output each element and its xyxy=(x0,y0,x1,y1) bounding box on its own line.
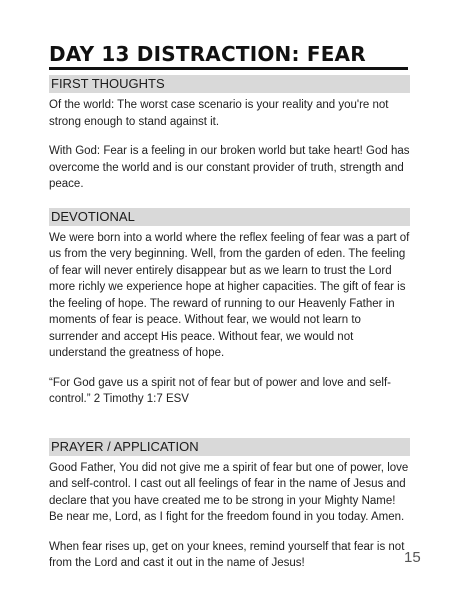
application-paragraph: When fear rises up, get on your knees, remind yourself that fear is not from the Lord and cast it out in the name of Jesus! xyxy=(49,540,405,569)
section-heading-devotional: DEVOTIONAL xyxy=(49,208,410,226)
first-thoughts-god-paragraph: With God: Fear is a feeling in our broken world but take heart! God has overcome the world and is our constant provider of truth, strength and peace. xyxy=(49,145,410,190)
section-heading-first-thoughts: FIRST THOUGHTS xyxy=(49,75,410,93)
first-thoughts-world-paragraph: Of the world: The worst case scenario is your reality and you're not strong enough to stand against it. xyxy=(49,99,389,128)
page-number: 15 xyxy=(404,549,421,566)
devotional-paragraph: We were born into a world where the reflex feeling of fear was a part of us from the very beginning. Well, from the garden of eden. The feeling of fear will never entirely disappear but as we learn to trust the Lord more richly we experience hope at higher capacities. The gift of fear is the feeling of hope. The reward of running to our Heavenly Father in moments of fear is peace. Without fear, we would not learn to surrender and accept His peace. Without fear, we would not understand the greatness of hope. xyxy=(49,231,410,359)
page-title: DAY 13 DISTRACTION: FEAR xyxy=(49,42,366,66)
section-heading-prayer-application: PRAYER / APPLICATION xyxy=(49,438,410,456)
prayer-paragraph: Good Father, You did not give me a spirit of fear but one of power, love and self-control. I cast out all feelings of fear in the name of Jesus and declare that you have created me to be strong in your Mighty Name! Be near me, Lord, as I fight for the freedom found in you today. Amen. xyxy=(49,461,409,523)
page-content xyxy=(49,42,410,572)
scripture-quote: “For God gave us a spirit not of fear but of power and love and self-control.” 2 Timothy 1:7 ESV xyxy=(49,376,391,405)
title-underline xyxy=(49,67,408,70)
